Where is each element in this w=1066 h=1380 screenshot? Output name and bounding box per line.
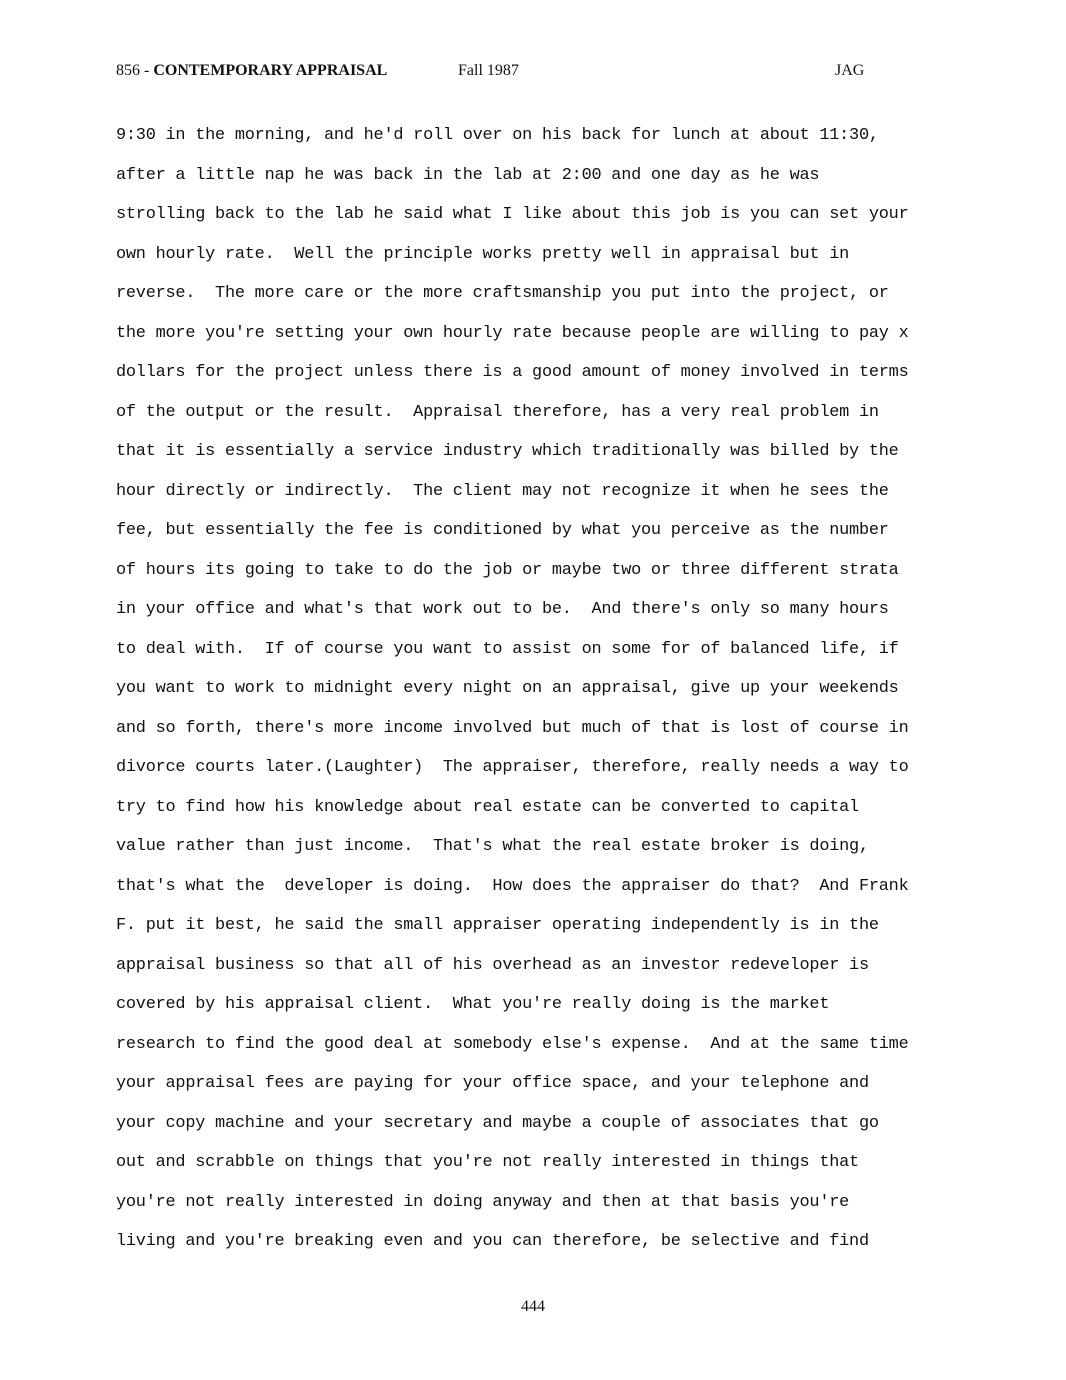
text-line: living and you're breaking even and you can therefore, be selective and find	[116, 1232, 869, 1251]
text-line: covered by his appraisal client. What you're really doing is the market	[116, 995, 830, 1014]
page-header	[0, 62, 1066, 86]
text-line: and so forth, there's more income involved but much of that is lost of course in	[116, 718, 909, 738]
transcript-body	[116, 123, 1016, 1269]
text-line: research to find the good deal at somebody else's expense. And at the same time	[116, 1034, 909, 1054]
term-label: Fall 1987	[458, 62, 519, 79]
text-line: value rather than just income. That's what the real estate broker is doing,	[116, 837, 869, 856]
course-heading	[116, 62, 387, 80]
text-line: your appraisal fees are paying for your office space, and your telephone and	[116, 1074, 869, 1093]
text-line: you're not really interested in doing anyway and then at that basis you're	[116, 1192, 850, 1212]
text-line: dollars for the project unless there is a good amount of money involved in terms	[116, 363, 909, 382]
text-line: that's what the developer is doing. How does the appraiser do that? And Frank	[116, 876, 909, 896]
text-line: the more you're setting your own hourly rate because people are willing to pay x	[116, 323, 909, 343]
text-line: your copy machine and your secretary and maybe a couple of associates that go	[116, 1113, 879, 1133]
text-line: of hours its going to take to do the job or maybe two or three different strata	[116, 560, 899, 580]
course-number: 856 -	[116, 62, 154, 79]
text-line: appraisal business so that all of his overhead as an investor redeveloper is	[116, 955, 869, 975]
text-line: divorce courts later.(Laughter) The appraiser, therefore, really needs a way to	[116, 758, 909, 777]
text-line: fee, but essentially the fee is conditioned by what you perceive as the number	[116, 521, 889, 540]
text-line: that it is essentially a service industry which traditionally was billed by the	[116, 442, 899, 461]
text-line: after a little nap he was back in the lab at 2:00 and one day as he was	[116, 165, 820, 185]
course-title: CONTEMPORARY APPRAISAL	[153, 62, 388, 79]
text-line: 9:30 in the morning, and he'd roll over on his back for lunch at about 11:30,	[116, 126, 879, 145]
text-line: reverse. The more care or the more craftsmanship you put into the project, or	[116, 284, 889, 303]
text-line: F. put it best, he said the small appraiser operating independently is in the	[116, 916, 879, 935]
text-line: to deal with. If of course you want to assist on some for of balanced life, if	[116, 639, 899, 659]
text-line: try to find how his knowledge about real estate can be converted to capital	[116, 797, 859, 817]
text-line: you want to work to midnight every night on an appraisal, give up your weekends	[116, 679, 899, 698]
page-number: 444	[521, 1298, 545, 1315]
author-initials: JAG	[835, 62, 865, 79]
text-line: strolling back to the lab he said what I like about this job is you can set your	[116, 205, 909, 224]
text-line: hour directly or indirectly. The client may not recognize it when he sees the	[116, 481, 889, 501]
text-line: out and scrabble on things that you're not really interested in things that	[116, 1153, 859, 1172]
text-line: of the output or the result. Appraisal therefore, has a very real problem in	[116, 402, 879, 422]
text-line: in your office and what's that work out to be. And there's only so many hours	[116, 600, 889, 619]
text-line: own hourly rate. Well the principle works pretty well in appraisal but in	[116, 244, 850, 264]
